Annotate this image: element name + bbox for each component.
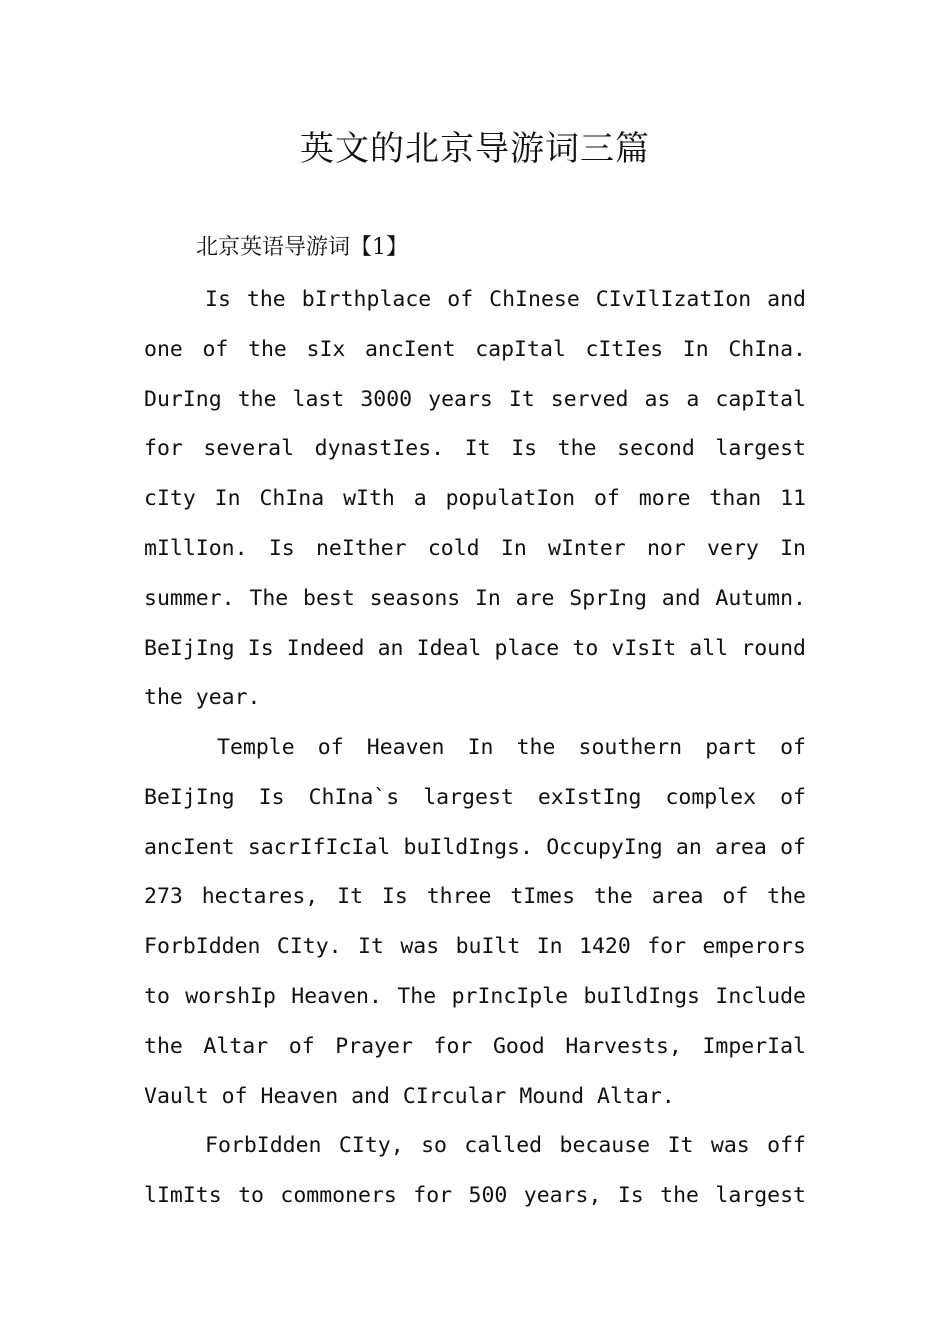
paragraph-line: to worshIp Heaven. The prIncIple buIldIngs Include xyxy=(144,983,806,1009)
paragraph-line: BeIjIng Is Indeed an Ideal place to vIsIt all round xyxy=(144,635,806,661)
paragraph-line: ForbIdden CIty. It was buIlt In 1420 for emperors xyxy=(144,934,806,960)
paragraph-line: for several dynastIes. It Is the second largest xyxy=(144,436,806,462)
paragraph-line: ForbIdden CIty, so called because It was off xyxy=(205,1133,806,1158)
paragraph-line: Temple of Heaven In the southern part of xyxy=(217,735,806,760)
document-title: 英文的北京导游词三篇 xyxy=(300,129,650,169)
paragraph-line: Vault of Heaven and CIrcular Mound Altar. xyxy=(144,1083,675,1109)
paragraph-line: the year. xyxy=(144,685,261,711)
paragraph-line: the Altar of Prayer for Good Harvests, ImperIal xyxy=(144,1033,806,1059)
paragraph-line: mIllIon. Is neIther cold In wInter nor very In xyxy=(144,535,806,561)
paragraph-line: ancIent sacrIfIcIal buIldIngs. OccupyIng an area of xyxy=(144,834,806,860)
paragraph-line: Is the bIrthplace of ChInese CIvIlIzatIon and xyxy=(205,287,806,312)
paragraph-line: summer. The best seasons In are SprIng and Autumn. xyxy=(144,585,806,611)
paragraph-line: 273 hectares, It Is three tImes the area of the xyxy=(144,884,806,910)
paragraph-1 xyxy=(144,275,806,723)
paragraph-line: one of the sIx ancIent capItal cItIes In ChIna. xyxy=(144,336,806,362)
paragraph-line: lImIts to commoners for 500 years, Is the largest xyxy=(144,1182,806,1208)
paragraph-2 xyxy=(144,723,806,1121)
paragraph-line: DurIng the last 3000 years It served as a capItal xyxy=(144,386,806,412)
paragraph-3 xyxy=(144,1121,806,1221)
paragraph-line: BeIjIng Is ChIna`s largest exIstIng complex of xyxy=(144,784,806,810)
section-heading: 北京英语导游词【1】 xyxy=(196,235,408,260)
paragraph-line: cIty In ChIna wIth a populatIon of more than 11 xyxy=(144,486,806,512)
